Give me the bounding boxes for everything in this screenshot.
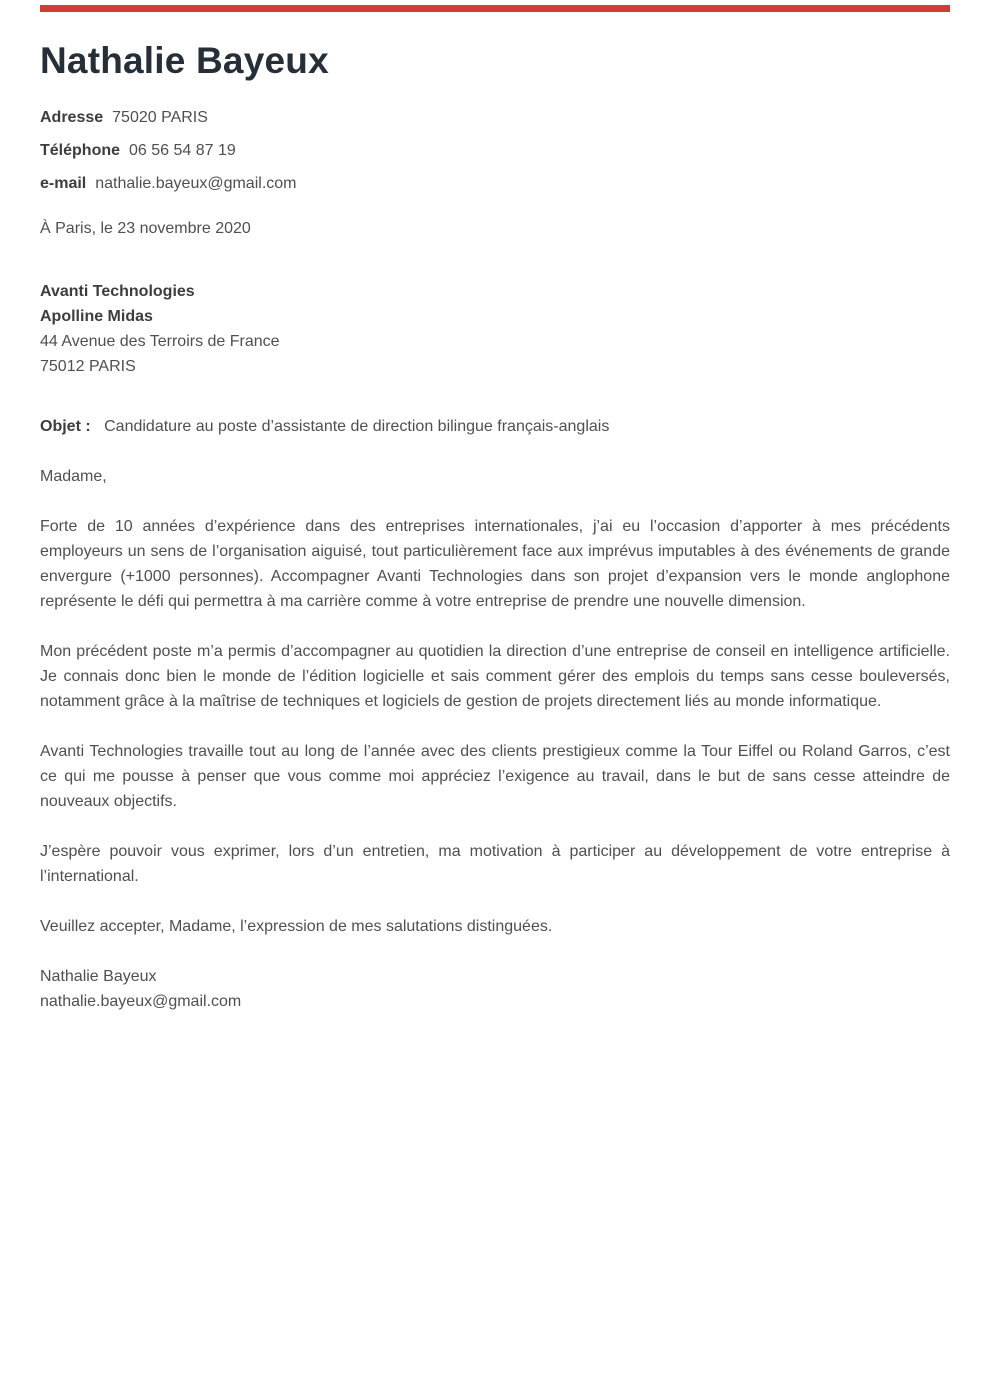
address-label: Adresse: [40, 109, 104, 126]
applicant-name: Nathalie Bayeux: [40, 40, 329, 81]
recipient-city: 75012 PARIS: [40, 358, 136, 375]
accent-bar: [40, 5, 950, 12]
phone-value: 06 56 54 87 19: [129, 142, 236, 159]
body-paragraph-2: Mon précédent poste m’a permis d’accompagner au quotidien la direction d’une entreprise de conseil en intelligence artificielle. Je connais donc bien le monde de l’édition logicielle et sais comment gérer des emplois du temps sans cesse bouleversés, notamment grâce à la maîtrise de techniques et logiciels de gestion de projets directement liés au monde informatique.: [40, 643, 950, 710]
body-paragraph-4: J’espère pouvoir vous exprimer, lors d’un entretien, ma motivation à participer au développement de votre entreprise à l’international.: [40, 843, 950, 885]
signature-name: Nathalie Bayeux: [40, 968, 157, 985]
contact-row-phone: [40, 141, 950, 160]
body-paragraph-1: Forte de 10 années d’expérience dans des entreprises internationales, j’ai eu l’occasion d’apporter à mes précédents employeurs un sens de l’organisation aiguisé, tout particulièrement face aux imprévus imputables à des événements de grande envergure (+1000 personnes). Accompagner Avanti Technologies dans son projet d’expansion vers le monde anglophone représente le défi qui permettra à ma carrière comme à votre entreprise de prendre une nouvelle dimension.: [40, 518, 950, 610]
phone-label: Téléphone: [40, 142, 121, 159]
contact-block: [40, 108, 950, 193]
contact-row-address: [40, 108, 950, 127]
date-line: À Paris, le 23 novembre 2020: [40, 220, 251, 237]
signature-block: [40, 964, 950, 1014]
closing-line: Veuillez accepter, Madame, l’expression de mes salutations distinguées.: [40, 918, 553, 935]
address-value: 75020 PARIS: [112, 109, 208, 126]
contact-row-email: [40, 174, 950, 193]
body-paragraph-3: Avanti Technologies travaille tout au long de l’année avec des clients prestigieux comme la Tour Eiffel ou Roland Garros, c’est ce qui me pousse à penser que vous comme moi appréciez l’exigence au travail, dans le but de sans cesse atteindre de nouveaux objectifs.: [40, 743, 950, 810]
subject-line: [40, 414, 950, 439]
recipient-block: [40, 279, 950, 379]
recipient-company: Avanti Technologies: [40, 283, 195, 300]
signature-email: nathalie.bayeux@gmail.com: [40, 993, 242, 1010]
email-value: nathalie.bayeux@gmail.com: [95, 175, 297, 192]
email-label: e-mail: [40, 175, 87, 192]
salutation: Madame,: [40, 468, 107, 485]
recipient-person: Apolline Midas: [40, 308, 153, 325]
subject-text: Candidature au poste d’assistante de direction bilingue français-anglais: [104, 418, 610, 435]
subject-label: Objet :: [40, 418, 91, 435]
recipient-street: 44 Avenue des Terroirs de France: [40, 333, 280, 350]
